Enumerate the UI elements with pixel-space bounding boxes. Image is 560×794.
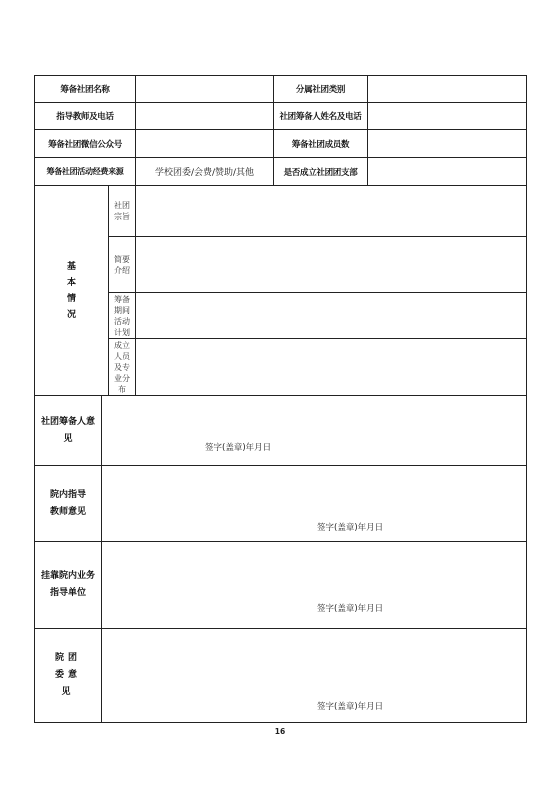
advisor-opinion-field[interactable] (102, 466, 526, 541)
member-count-label: 筹备社团成员数 (291, 139, 350, 150)
branch-label: 是否成立社团团支部 (283, 167, 358, 178)
youth-league-signature-line: 签字(盖章)年月日 (317, 702, 384, 712)
organizer-opinion-label: 社团筹备人意见 (40, 416, 95, 444)
organizer-opinion-field[interactable] (102, 396, 526, 465)
club-category-label: 分属社团类别 (295, 85, 346, 95)
funding-value[interactable]: 学校团委/会费/赞助/其他 (154, 168, 255, 178)
funding-label: 筹备社团活动经费来源 (46, 167, 124, 176)
wechat-field[interactable] (136, 130, 273, 157)
plan-field[interactable] (136, 293, 526, 338)
basic-info-title: 基本情况 (66, 261, 76, 320)
purpose-field[interactable] (136, 186, 526, 236)
club-application-form (34, 75, 527, 723)
leader-label: 社团筹备人姓名及电话 (279, 112, 362, 122)
page-number: 16 (274, 727, 286, 736)
youth-league-opinion-label: 院团委意见 (54, 653, 81, 697)
dept-opinion-field[interactable] (102, 542, 526, 628)
dept-opinion-label: 挂靠院内业务指导单位 (40, 571, 95, 598)
club-category-field[interactable] (368, 76, 526, 102)
intro-field[interactable] (136, 237, 526, 292)
members-field[interactable] (136, 339, 526, 395)
member-count-field[interactable] (368, 130, 526, 157)
wechat-label: 筹备社团微信公众号 (48, 139, 122, 150)
purpose-label: 社团宗旨 (114, 201, 130, 221)
advisor-label: 指导教师及电话 (56, 112, 114, 122)
advisor-signature-line: 签字(盖章)年月日 (317, 523, 384, 533)
basic-info-title-cell (35, 186, 108, 395)
advisor-field[interactable] (136, 103, 273, 129)
club-name-label: 筹备社团名称 (60, 85, 110, 95)
plan-label: 筹备期间活动计划 (114, 294, 130, 337)
intro-label: 简要介绍 (114, 254, 130, 275)
club-name-field[interactable] (136, 76, 273, 102)
organizer-signature-line: 签字(盖章)年月日 (205, 443, 272, 453)
youth-league-opinion-field[interactable] (102, 629, 526, 722)
advisor-opinion-label: 院内指导教师意见 (49, 489, 86, 517)
members-label: 成立人员及专业分布 (114, 340, 130, 394)
leader-field[interactable] (368, 103, 526, 129)
branch-field[interactable] (368, 158, 526, 185)
dept-signature-line: 签字(盖章)年月日 (317, 604, 384, 614)
